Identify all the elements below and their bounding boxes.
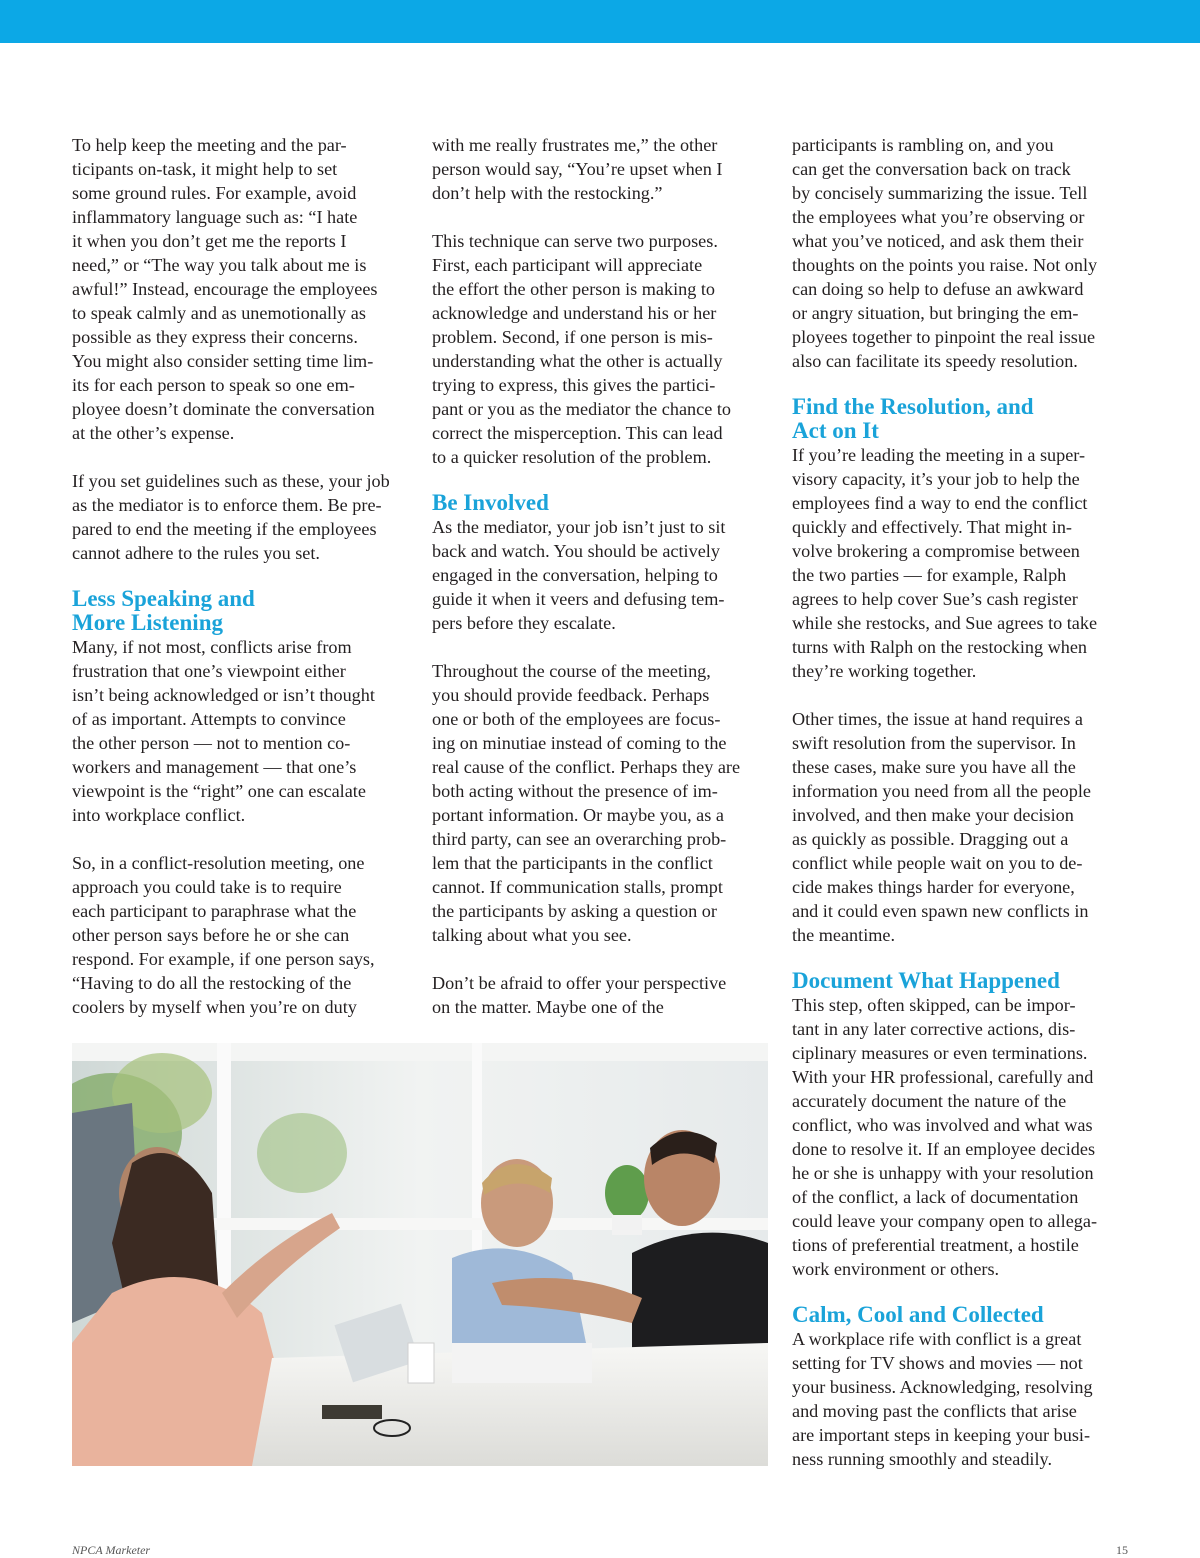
article-column-2 [432, 133, 772, 1019]
body-text-line: don’t help with the restocking.” [432, 183, 663, 203]
body-text-line: of as important. Attempts to convince [72, 709, 346, 729]
body-text-line: need,” or “The way you talk about me is [72, 255, 367, 275]
body-text-line: what you’ve noticed, and ask them their [792, 231, 1084, 251]
body-text-line: understanding what the other is actually [432, 351, 723, 371]
body-text-line: isn’t being acknowledged or isn’t thought [72, 685, 375, 705]
body-text-line: agrees to help cover Sue’s cash register [792, 589, 1078, 609]
body-text-line: ing on minutiae instead of coming to the [432, 733, 727, 753]
paragraph-gap [432, 635, 772, 659]
body-text-line: with me really frustrates me,” the other [432, 135, 718, 155]
paragraph-gap [432, 205, 772, 229]
body-text-line: some ground rules. For example, avoid [72, 183, 357, 203]
body-text-line: problem. Second, if one person is mis- [432, 327, 713, 347]
body-text-line: If you set guidelines such as these, your job [72, 471, 390, 491]
body-text-line: inflammatory language such as: “I hate [72, 207, 358, 227]
paragraph-gap [72, 827, 412, 851]
body-text-line: work environment or others. [792, 1259, 1000, 1279]
section-heading: Be Involved [432, 490, 549, 515]
body-text-line: So, in a conflict-resolution meeting, one [72, 853, 365, 873]
section-heading: Find the Resolution, and [792, 394, 1034, 419]
page-number: 15 [1116, 1543, 1128, 1557]
body-text-line: back and watch. You should be actively [432, 541, 720, 561]
meeting-conflict-photo [72, 1043, 768, 1466]
body-text-line: to a quicker resolution of the problem. [432, 447, 712, 467]
body-text-line: cannot adhere to the rules you set. [72, 543, 320, 563]
body-text-line: guide it when it veers and defusing tem- [432, 589, 725, 609]
body-text-line: With your HR professional, carefully and [792, 1067, 1094, 1087]
body-text-line: Throughout the course of the meeting, [432, 661, 711, 681]
body-text-line: other person says before he or she can [72, 925, 350, 945]
paragraph-gap [792, 947, 1132, 969]
body-text-line: pared to end the meeting if the employees [72, 519, 377, 539]
body-text-line: and moving past the conflicts that arise [792, 1401, 1077, 1421]
paragraph-gap [792, 1281, 1132, 1303]
body-text-line: pers before they escalate. [432, 613, 616, 633]
body-text-line: engaged in the conversation, helping to [432, 565, 718, 585]
body-text-line: the participants by asking a question or [432, 901, 717, 921]
section-heading: Act on It [792, 418, 879, 443]
section-heading: Document What Happened [792, 968, 1060, 993]
body-text-line: ticipants on-task, it might help to set [72, 159, 338, 179]
body-text-line: both acting without the presence of im- [432, 781, 718, 801]
body-text-line: the effort the other person is making to [432, 279, 716, 299]
body-text-line: to speak calmly and as unemotionally as [72, 303, 366, 323]
body-text-line: on the matter. Maybe one of the [432, 997, 664, 1017]
paragraph-gap [432, 947, 772, 971]
body-text-line: conflict while people wait on you to de- [792, 853, 1083, 873]
body-text-line: portant information. Or maybe you, as a [432, 805, 724, 825]
body-text-line: its for each person to speak so one em- [72, 375, 355, 395]
top-accent-bar [0, 0, 1200, 43]
body-text-line: you should provide feedback. Perhaps [432, 685, 710, 705]
body-text-line: trying to express, this gives the partici- [432, 375, 716, 395]
body-text-line: viewpoint is the “right” one can escalate [72, 781, 366, 801]
body-text-line: and it could even spawn new conflicts in [792, 901, 1089, 921]
body-text-line: Many, if not most, conflicts arise from [72, 637, 352, 657]
body-text-line: workers and management — that one’s [72, 757, 357, 777]
body-text-line: possible as they express their concerns. [72, 327, 358, 347]
body-text-line: ness running smoothly and steadily. [792, 1449, 1052, 1469]
body-text-line: To help keep the meeting and the par- [72, 135, 347, 155]
body-text-line: as the mediator is to enforce them. Be pre- [72, 495, 382, 515]
paragraph-gap [792, 683, 1132, 707]
body-text-line: tant in any later corrective actions, dis- [792, 1019, 1076, 1039]
body-text-line: the employees what you’re observing or [792, 207, 1085, 227]
body-text-line: frustration that one’s viewpoint either [72, 661, 346, 681]
body-text-line: ployees together to pinpoint the real issue [792, 327, 1096, 347]
paragraph-gap [72, 565, 412, 587]
body-text-line: he or she is unhappy with your resolution [792, 1163, 1094, 1183]
body-text-line: as quickly as possible. Dragging out a [792, 829, 1069, 849]
body-text-line: coolers by myself when you’re on duty [72, 997, 357, 1017]
window-mullion [217, 1043, 231, 1303]
body-text-line: tions of preferential treatment, a hostile [792, 1235, 1079, 1255]
article-column-3 [792, 133, 1132, 1471]
body-text-line: cide makes things harder for everyone, [792, 877, 1075, 897]
plant-pot [612, 1215, 642, 1235]
body-text-line: ciplinary measures or even terminations. [792, 1043, 1088, 1063]
body-text-line: the meantime. [792, 925, 896, 945]
body-text-line: quickly and effectively. That might in- [792, 517, 1072, 537]
body-text-line: approach you could take is to require [72, 877, 342, 897]
body-text-line: one or both of the employees are focus- [432, 709, 721, 729]
body-text-line: by concisely summarizing the issue. Tell [792, 183, 1088, 203]
body-text-line: are important steps in keeping your busi- [792, 1425, 1091, 1445]
body-text-line: This step, often skipped, can be impor- [792, 995, 1076, 1015]
body-text-line: these cases, make sure you have all the [792, 757, 1076, 777]
body-text-line: setting for TV shows and movies — not [792, 1353, 1083, 1373]
section-heading: Less Speaking and [72, 586, 255, 611]
body-text-line: visory capacity, it’s your job to help the [792, 469, 1080, 489]
section-heading: Calm, Cool and Collected [792, 1302, 1044, 1327]
body-text-line: each participant to paraphrase what the [72, 901, 357, 921]
body-text-line: turns with Ralph on the restocking when [792, 637, 1087, 657]
body-text-line: also can facilitate its speedy resolution. [792, 351, 1078, 371]
cup [408, 1343, 434, 1383]
body-text-line: could leave your company open to allega- [792, 1211, 1098, 1231]
body-text-line: acknowledge and understand his or her [432, 303, 717, 323]
laptop-right [452, 1343, 592, 1383]
body-text-line: First, each participant will appreciate [432, 255, 703, 275]
body-text-line: conflict, who was involved and what was [792, 1115, 1093, 1135]
body-text-line: involved, and then make your decision [792, 805, 1074, 825]
body-text-line: accurately document the nature of the [792, 1091, 1067, 1111]
body-text-line: the two parties — for example, Ralph [792, 565, 1067, 585]
body-text-line: the other person — not to mention co- [72, 733, 351, 753]
body-text-line: cannot. If communication stalls, prompt [432, 877, 723, 897]
body-text-line: Don’t be afraid to offer your perspective [432, 973, 727, 993]
body-text-line: correct the misperception. This can lead [432, 423, 723, 443]
body-text-line: swift resolution from the supervisor. In [792, 733, 1076, 753]
body-text-line: volve brokering a compromise between [792, 541, 1080, 561]
body-text-line: “Having to do all the restocking of the [72, 973, 352, 993]
body-text-line: You might also consider setting time lim- [72, 351, 374, 371]
plant [605, 1165, 649, 1221]
publication-name: NPCA Marketer [72, 1543, 151, 1557]
body-text-line: done to resolve it. If an employee decides [792, 1139, 1096, 1159]
body-text-line: can get the conversation back on track [792, 159, 1071, 179]
body-text-line: real cause of the conflict. Perhaps they are [432, 757, 741, 777]
body-text-line: your business. Acknowledging, resolving [792, 1377, 1093, 1397]
body-text-line: respond. For example, if one person says, [72, 949, 375, 969]
body-text-line: employees find a way to end the conflict [792, 493, 1088, 513]
body-text-line: ployee doesn’t dominate the conversation [72, 399, 375, 419]
body-text-line: participants is rambling on, and you [792, 135, 1054, 155]
body-text-line: into workplace conflict. [72, 805, 246, 825]
body-text-line: they’re working together. [792, 661, 977, 681]
body-text-line: Other times, the issue at hand requires a [792, 709, 1083, 729]
body-text-line: can doing so help to defuse an awkward [792, 279, 1084, 299]
body-text-line: while she restocks, and Sue agrees to take [792, 613, 1098, 633]
body-text-line: information you need from all the people [792, 781, 1091, 801]
notebook [322, 1405, 382, 1419]
paragraph-gap [72, 445, 412, 469]
body-text-line: third party, can see an overarching prob- [432, 829, 727, 849]
body-text-line: A workplace rife with conflict is a great [792, 1329, 1082, 1349]
body-text-line: lem that the participants in the conflict [432, 853, 713, 873]
body-text-line: person would say, “You’re upset when I [432, 159, 723, 179]
article-column-1 [72, 133, 412, 1019]
body-text-line: pant or you as the mediator the chance to [432, 399, 731, 419]
body-text-line: As the mediator, your job isn’t just to sit [432, 517, 726, 537]
body-text-line: talking about what you see. [432, 925, 632, 945]
body-text-line: awful!” Instead, encourage the employees [72, 279, 378, 299]
body-text-line: of the conflict, a lack of documentation [792, 1187, 1079, 1207]
section-heading: More Listening [72, 610, 223, 635]
body-text-line: it when you don’t get me the reports I [72, 231, 347, 251]
body-text-line: If you’re leading the meeting in a super- [792, 445, 1086, 465]
body-text-line: at the other’s expense. [72, 423, 235, 443]
window-mullion [472, 1043, 482, 1273]
body-text-line: This technique can serve two purposes. [432, 231, 718, 251]
paragraph-gap [792, 373, 1132, 395]
paragraph-gap [432, 469, 772, 491]
greenery [257, 1113, 347, 1193]
body-text-line: or angry situation, but bringing the em- [792, 303, 1079, 323]
body-text-line: thoughts on the points you raise. Not only [792, 255, 1098, 275]
